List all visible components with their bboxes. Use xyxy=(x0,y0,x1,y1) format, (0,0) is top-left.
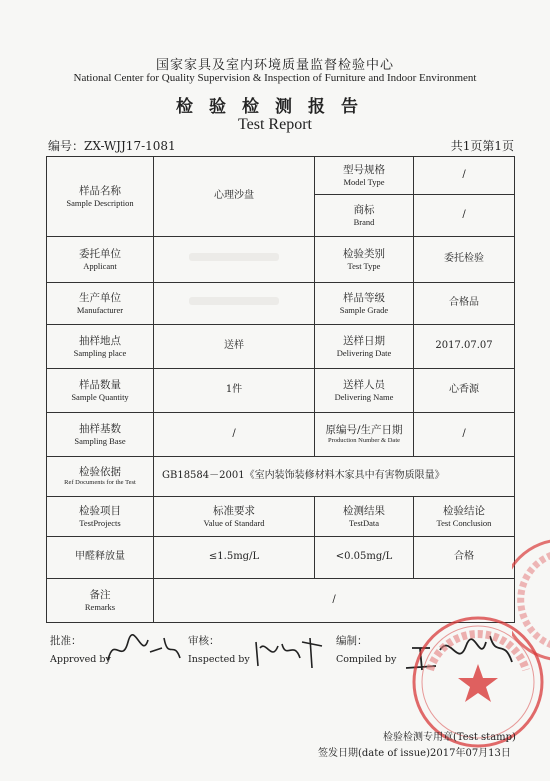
label-sample-description: 样品名称 Sample Description xyxy=(47,157,154,237)
org-name-cn: 国家家具及室内环境质量监督检验中心 xyxy=(155,58,394,73)
label-remarks: 备注 Remarks xyxy=(47,579,154,623)
value-test-type: 委托检验 xyxy=(414,237,515,283)
value-brand: / xyxy=(414,195,515,237)
value-manufacturer-redacted xyxy=(154,283,315,325)
inspector-signature xyxy=(252,632,330,672)
report-table xyxy=(46,156,515,623)
value-delivering-name: 心香源 xyxy=(414,369,515,413)
value-model-type: / xyxy=(414,157,515,195)
compiled-block: 编制： Compiled by xyxy=(336,635,397,665)
value-applicant-redacted xyxy=(154,237,315,283)
item-standard: ≤1.5mg/L xyxy=(154,537,315,579)
item-conclusion: 合格 xyxy=(414,537,515,579)
value-sample-description: 心理沙盘 xyxy=(154,157,315,237)
label-sampling-base: 抽样基数 Sampling Base xyxy=(47,413,154,457)
value-ref-documents: GB18584－2001《室内装饰装修材料木家具中有害物质限量》 xyxy=(154,457,515,497)
value-sampling-base: / xyxy=(154,413,315,457)
label-brand: 商标 Brand xyxy=(315,195,414,237)
header-value-standard: 标准要求 Value of Standard xyxy=(154,497,315,537)
inspected-block: 审核： Inspected by xyxy=(188,635,250,665)
value-sample-quantity: 1件 xyxy=(154,369,315,413)
label-sample-grade: 样品等级 Sample Grade xyxy=(315,283,414,325)
label-sample-quantity: 样品数量 Sample Quantity xyxy=(47,369,154,413)
value-remarks: / xyxy=(154,579,515,623)
partial-red-stamp xyxy=(512,530,550,670)
page-info: 共1页第1页 xyxy=(450,139,514,153)
value-production-number: / xyxy=(414,413,515,457)
report-number: 编号：ZX-WJJ17-1081 xyxy=(48,139,176,153)
header-test-data: 检测结果 TestData xyxy=(315,497,414,537)
label-manufacturer: 生产单位 Manufacturer xyxy=(47,283,154,325)
label-applicant: 委托单位 Applicant xyxy=(47,237,154,283)
test-stamp-label: 检验检测专用章(Test stamp) xyxy=(383,732,516,743)
approver-signature xyxy=(104,630,184,670)
item-name: 甲醛释放量 xyxy=(47,537,154,579)
label-delivering-date: 送样日期 Delivering Date xyxy=(315,325,414,369)
issue-date: 签发日期(date of issue)2017年07月13日 xyxy=(318,748,511,759)
label-model-type: 型号规格 Model Type xyxy=(315,157,414,195)
report-title-cn: 检验检测报告 xyxy=(176,97,374,117)
value-delivering-date: 2017.07.07 xyxy=(414,325,515,369)
label-delivering-name: 送样人员 Delivering Name xyxy=(315,369,414,413)
label-ref-documents: 检验依据 Ref Documents for the Test xyxy=(47,457,154,497)
item-data: <0.05mg/L xyxy=(315,537,414,579)
header-test-projects: 检验项目 TestProjects xyxy=(47,497,154,537)
approved-block: 批准： Approved by xyxy=(50,635,111,665)
value-sampling-place: 送样 xyxy=(154,325,315,369)
report-title-en: Test Report xyxy=(238,116,312,133)
label-sampling-place: 抽样地点 Sampling place xyxy=(47,325,154,369)
org-name-en: National Center for Quality Supervision & Inspection of Furniture and Indoor Environment xyxy=(73,72,477,84)
label-production-number: 原编号/生产日期 Production Number & Date xyxy=(315,413,414,457)
value-sample-grade: 合格品 xyxy=(414,283,515,325)
label-test-type: 检验类别 Test Type xyxy=(315,237,414,283)
header-conclusion: 检验结论 Test Conclusion xyxy=(414,497,515,537)
